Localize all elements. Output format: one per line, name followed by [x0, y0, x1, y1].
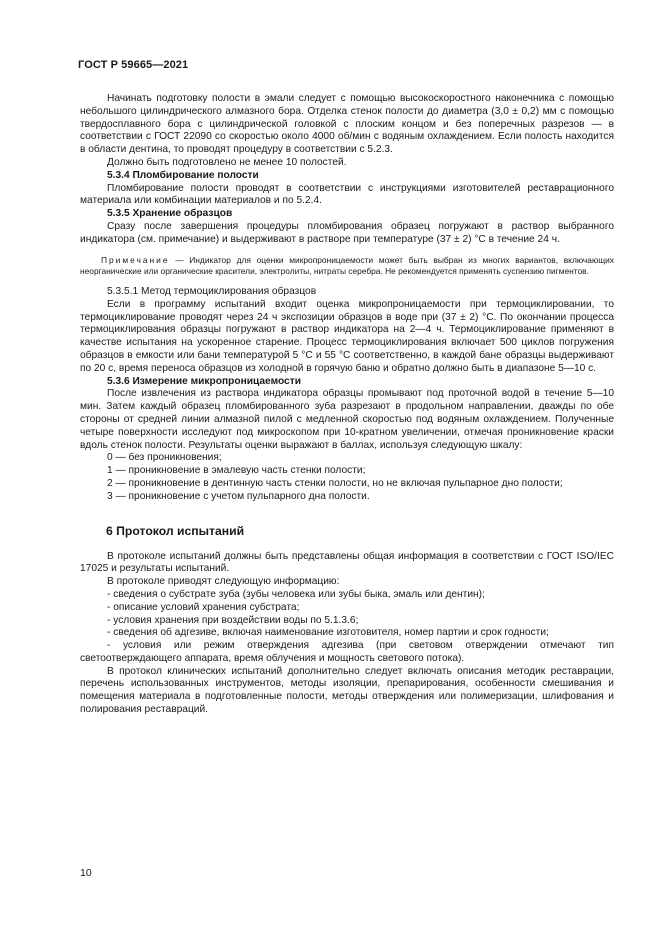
heading-5-3-6: 5.3.6 Измерение микропроницаемости	[107, 375, 301, 387]
paragraph-measurement: После извлечения из раствора индикатора образцы промывают под проточной водой в течение 5—10 мин. Затем каждый образец пломбированного зуба разрезают в продольном направлении, дважды по обе стороны от средней линии алмазной пилой с медленной скоростью под водяным охлаждением. Полученные четыре поверхности исследуют под микроскопом при 10-кратном увеличении, отмечая проникновение краски вдоль стенок полости. Результаты оценки выражают в баллах, используя следующую шкалу:	[80, 388, 614, 451]
heading-5-3-5: 5.3.5 Хранение образцов	[107, 208, 233, 220]
list-item: - сведения об адгезиве, включая наименование изготовителя, номер партии и срок годности;	[107, 627, 549, 639]
paragraph-protocol-general: В протоколе испытаний должны быть представлены общая информация в соответствии с ГОСТ ISO/IEC 17025 и результаты испытаний.	[80, 550, 614, 575]
list-item: - описание условий хранения субстрата;	[107, 601, 300, 613]
list-item: - условия хранения при воздействии воды по 5.1.3.6;	[107, 614, 359, 626]
scale-item: 3 — проникновение с учетом пульпарного дна полости.	[107, 490, 370, 502]
page-number: 10	[80, 867, 92, 879]
section-6-title: 6 Протокол испытаний	[106, 523, 245, 538]
list-item: - условия или режим отверждения адгезива (при световом отверждении отмечают тип светоотверждающего аппарата, время облучения и мощность светового потока).	[80, 640, 614, 664]
note-label: Примечание	[101, 254, 170, 265]
paragraph-cavity-prep: Начинать подготовку полости в эмали следует с помощью высокоскоростного наконечника с помощью небольшого цилиндрического алмазного бора. Отделка стенок полости до диаметра (3,0 ± 0,2) мм с помощью твердосплавного бора с цилиндрической головкой с плоским концом и без поперечных разрезов — в соответствии с ГОСТ 22090 со скоростью около 4000 об/мин с водяным охлаждением. Если полость находится в области дентина, то проводят процедуру в соответствии с 5.2.3.	[80, 93, 614, 156]
list-item: - сведения о субстрате зуба (зубы человека или зубы быка, эмаль или дентин);	[107, 588, 485, 600]
paragraph-protocol-intro: В протоколе приводят следующую информацию:	[107, 576, 340, 588]
paragraph-thermocycling: Если в программу испытаний входит оценка микропроницаемости при термоциклировании, то термоциклирование проводят через 24 ч экспозиции образцов в воде при (37 ± 2) °С. По окончании процесса термоциклирования образцы погружают в раствор индикатора на 2—4 ч. Термоциклирование применяют в качестве испытания на ускоренное старение. Процесс термоциклирования включает 500 циклов погружения образцов в емкости или бани температурой 5 °С и 55 °С соответственно, в каждой бане образцы выдерживают по 20 с, время переноса образцов из холодной в горячую баню и обратно должно быть в диапазоне 5—10 с.	[80, 298, 614, 374]
heading-5-3-4: 5.3.4 Пломбирование полости	[107, 169, 259, 181]
paragraph-storage: Сразу после завершения процедуры пломбирования образец погружают в раствор выбранного индикатора (см. примечание) и выдерживают в растворе при температуре (37 ± 2) °С в течение 24 ч.	[80, 220, 614, 245]
paragraph-filling: Пломбирование полости проводят в соответствии с инструкциями изготовителей реставрационного материала или комбинации материалов и по 5.2.4.	[80, 182, 614, 207]
paragraph-cavity-count: Должно быть подготовлено не менее 10 полостей.	[107, 156, 347, 168]
document-header: ГОСТ Р 59665—2021	[78, 59, 189, 71]
note-text: — Индикатор для оценки микропроницаемости может быть выбран из многих вариантов, включающих неорганические или органические красители, электролиты, нитраты серебра. Не рекомендуется применять суспензию пигментов.	[80, 254, 614, 276]
scale-item: 2 — проникновение в дентинную часть стенки полости, но не включая пульпарное дно полости;	[107, 477, 563, 489]
note	[80, 255, 614, 277]
paragraph-clinical-protocol: В протокол клинических испытаний дополнительно следует включать описания методик реставрации, перечень использованных инструментов, методы изоляции, препарирования, особенности смешивания и помещения материала в подготовленные полости, методы отверждения или полимеризации, шлифования и полирования реставраций.	[80, 665, 614, 716]
scale-item: 0 — без проникновения;	[107, 452, 222, 464]
document-body	[80, 93, 614, 717]
heading-5-3-5-1: 5.3.5.1 Метод термоциклирования образцов	[107, 285, 317, 297]
scale-item: 1 — проникновение в эмалевую часть стенки полости;	[107, 465, 366, 477]
